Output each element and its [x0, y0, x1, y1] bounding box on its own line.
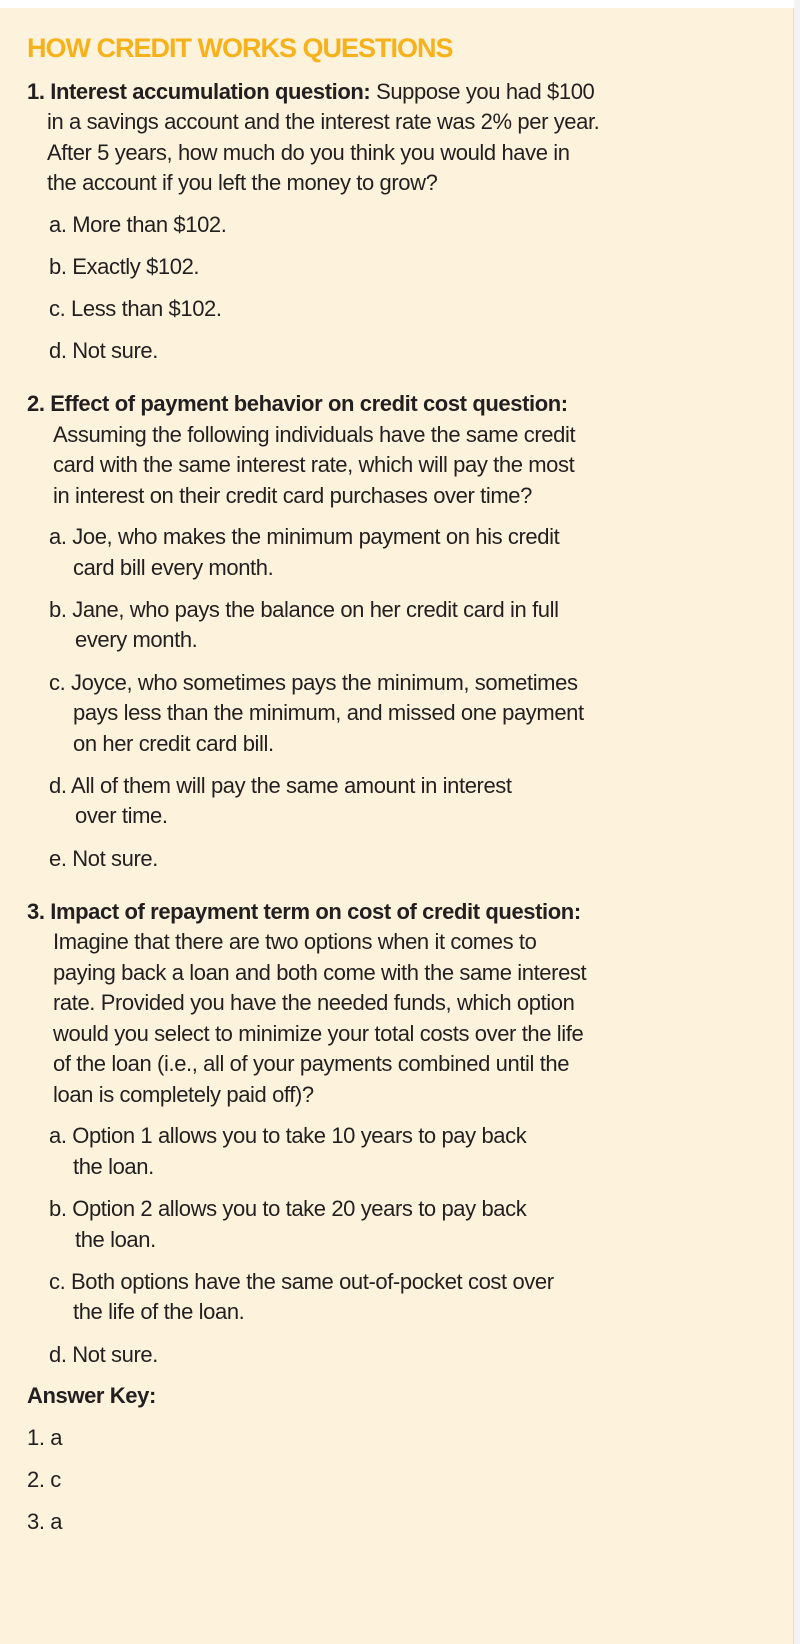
question-2-option-e: e. Not sure. [49, 846, 158, 871]
question-3-option-c: c. Both options have the same out-of-pocket cost over [49, 1269, 554, 1294]
question-3-text: would you select to minimize your total costs over the life [53, 1021, 584, 1046]
question-1-text: the account if you left the money to grow? [47, 170, 438, 195]
answer-1: 1. a [27, 1425, 63, 1450]
answer-3: 3. a [27, 1509, 63, 1534]
question-3-text: Imagine that there are two options when it comes to [53, 929, 537, 954]
question-2-option-a: a. Joe, who makes the minimum payment on his credit [49, 524, 560, 549]
question-2-text: in interest on their credit card purchases over time? [53, 483, 532, 508]
question-1-option-d: d. Not sure. [49, 338, 158, 363]
question-3-option-b: the loan. [75, 1227, 156, 1252]
question-2-option-c: c. Joyce, who sometimes pays the minimum, sometimes [49, 670, 578, 695]
question-2-option-b: every month. [75, 627, 198, 652]
page-edge [794, 0, 800, 1644]
question-1-first-line [27, 76, 594, 108]
question-3-title: 3. Impact of repayment term on cost of credit question: [27, 899, 581, 924]
question-3-text: loan is completely paid off)? [53, 1082, 314, 1107]
question-3-option-a: a. Option 1 allows you to take 10 years to pay back [49, 1123, 527, 1148]
question-2-option-c: on her credit card bill. [73, 731, 274, 756]
question-2-option-b: b. Jane, who pays the balance on her credit card in full [49, 597, 559, 622]
question-2-option-c: pays less than the minimum, and missed one payment [73, 700, 584, 725]
page-title: HOW CREDIT WORKS QUESTIONS [27, 33, 453, 63]
question-3-text: of the loan (i.e., all of your payments combined until the [53, 1051, 570, 1076]
question-2-title: 2. Effect of payment behavior on credit cost question: [27, 391, 568, 416]
question-3-text: rate. Provided you have the needed funds, which option [53, 990, 575, 1015]
question-2-option-d: over time. [75, 803, 168, 828]
question-3-option-d: d. Not sure. [49, 1342, 158, 1367]
question-3-option-a: the loan. [73, 1154, 154, 1179]
question-1-text: Suppose you had $100 [370, 79, 595, 104]
question-1-option-b: b. Exactly $102. [49, 254, 200, 279]
question-1-text: After 5 years, how much do you think you would have in [47, 140, 570, 165]
question-2-text: card with the same interest rate, which will pay the most [53, 452, 575, 477]
question-3-option-b: b. Option 2 allows you to take 20 years to pay back [49, 1196, 527, 1221]
question-1-option-a: a. More than $102. [49, 212, 227, 237]
question-2-option-a: card bill every month. [73, 555, 274, 580]
question-1-option-c: c. Less than $102. [49, 296, 222, 321]
question-2-option-d: d. All of them will pay the same amount in interest [49, 773, 512, 798]
question-1-title: 1. Interest accumulation question: [27, 79, 371, 104]
answer-2: 2. c [27, 1467, 61, 1492]
question-1-text: in a savings account and the interest rate was 2% per year. [47, 109, 600, 134]
question-3-text: paying back a loan and both come with the same interest [53, 960, 587, 985]
question-3-option-c: the life of the loan. [73, 1299, 245, 1324]
question-2-text: Assuming the following individuals have the same credit [53, 422, 576, 447]
answer-key-title: Answer Key: [27, 1383, 156, 1408]
